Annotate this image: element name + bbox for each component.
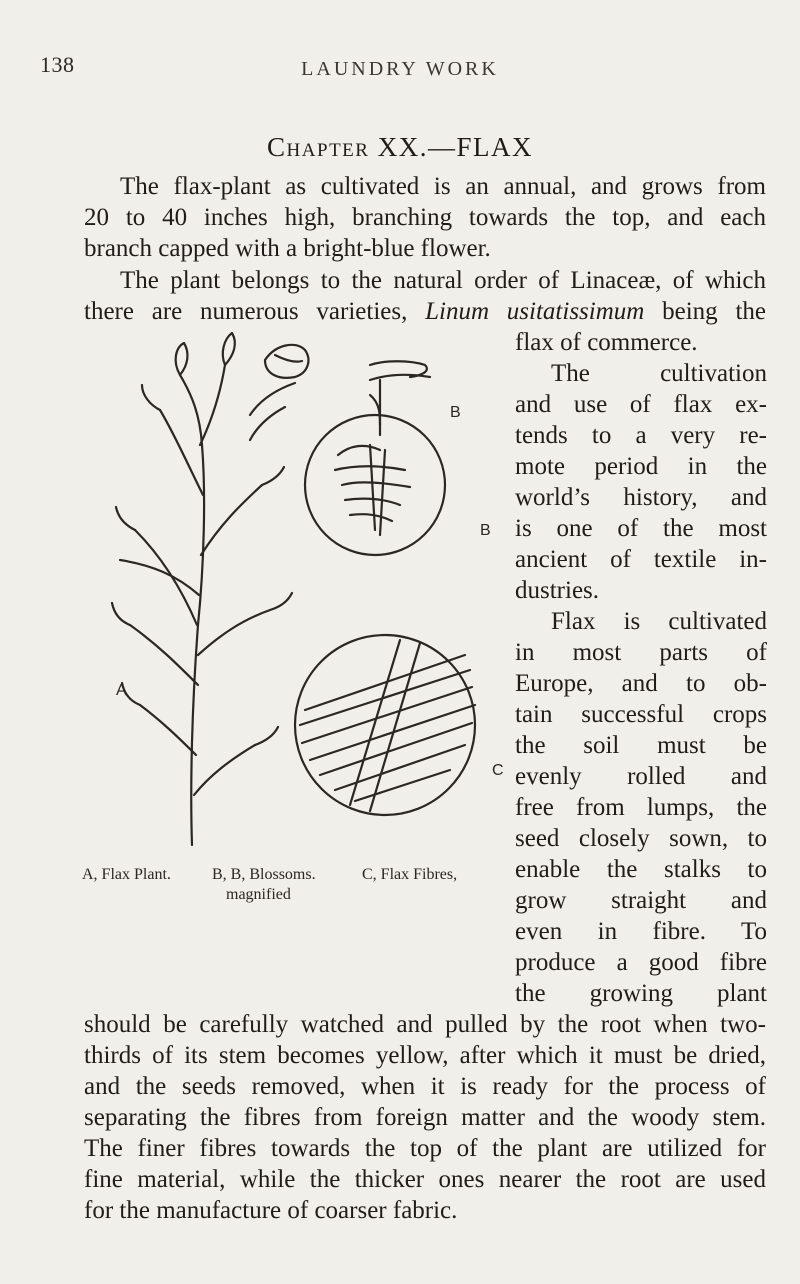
text-line: is one of the most (515, 515, 767, 542)
text-line: tain successful crops (515, 701, 767, 728)
blossom-drawing-upper (250, 345, 430, 440)
caption-flax-plant: A, Flax Plant. (82, 866, 171, 883)
text-line: evenly rolled and (515, 763, 767, 790)
text-line: even in fibre. To (515, 918, 767, 945)
text-line: fine material, while the thicker ones nearer the root are used (84, 1166, 766, 1193)
text-line: Europe, and to ob- (515, 670, 767, 697)
blossom-drawing-lower (305, 415, 445, 555)
text-line: produce a good fibre (515, 949, 767, 976)
caption-flax-fibres: C, Flax Fibres, (362, 866, 458, 883)
text-line: Flax is cultivated (551, 608, 767, 635)
text-line: the soil must be (515, 732, 767, 759)
text-line: flax of commerce. (515, 329, 698, 356)
text-line: there are numerous varieties, Linum usitatissimum being the (84, 298, 766, 325)
text-line: The flax-plant as cultivated is an annual, and grows from (120, 173, 766, 200)
species-name: Linum usitatissimum (425, 298, 645, 325)
text-line: 20 to 40 inches high, branching towards the top, and each (84, 204, 766, 231)
text-line: tends to a very re- (515, 422, 767, 449)
text-line: and the seeds removed, when it is ready for the process of (84, 1073, 766, 1100)
flax-plant-drawing (112, 333, 292, 845)
figure-label-c: C (492, 762, 504, 779)
caption-magnified: magnified (226, 886, 291, 903)
page-number: 138 (40, 52, 75, 77)
flax-illustration (80, 325, 510, 850)
running-head (0, 52, 800, 92)
text-line: should be carefully watched and pulled by the root when two- (84, 1011, 766, 1038)
text-line: for the manufacture of coarser fabric. (84, 1197, 458, 1224)
text-line: free from lumps, the (515, 794, 767, 821)
text-line: The cultivation (551, 360, 767, 387)
text-line: the growing plant (515, 980, 767, 1007)
text-line: seed closely sown, to (515, 825, 767, 852)
text-line: enable the stalks to (515, 856, 767, 883)
figure-label-b-lower: B (480, 522, 491, 539)
chapter-heading: Chapter XX.—FLAX (267, 132, 533, 162)
running-title: LAUNDRY WORK (301, 58, 499, 80)
figure-label-a: A (116, 682, 127, 699)
figure-label-b-upper: B (450, 404, 461, 421)
text-line: The finer fibres towards the top of the plant are utilized for (84, 1135, 766, 1162)
text-line: branch capped with a bright-blue flower. (84, 235, 491, 262)
text-line: separating the fibres from foreign matter and the woody stem. (84, 1104, 766, 1131)
text-line: in most parts of (515, 639, 767, 666)
text-line: and use of flax ex- (515, 391, 767, 418)
flax-fibres-drawing (295, 635, 475, 815)
caption-blossoms: B, B, Blossoms. (212, 866, 316, 883)
text-line: grow straight and (515, 887, 767, 914)
text-line: world’s history, and (515, 484, 767, 511)
text-line: dustries. (515, 577, 600, 604)
text-line: ancient of textile in- (515, 546, 767, 573)
text-line: The plant belongs to the natural order of Linaceæ, of which (120, 267, 766, 294)
text-line: mote period in the (515, 453, 767, 480)
text-line: thirds of its stem becomes yellow, after which it must be dried, (84, 1042, 766, 1069)
